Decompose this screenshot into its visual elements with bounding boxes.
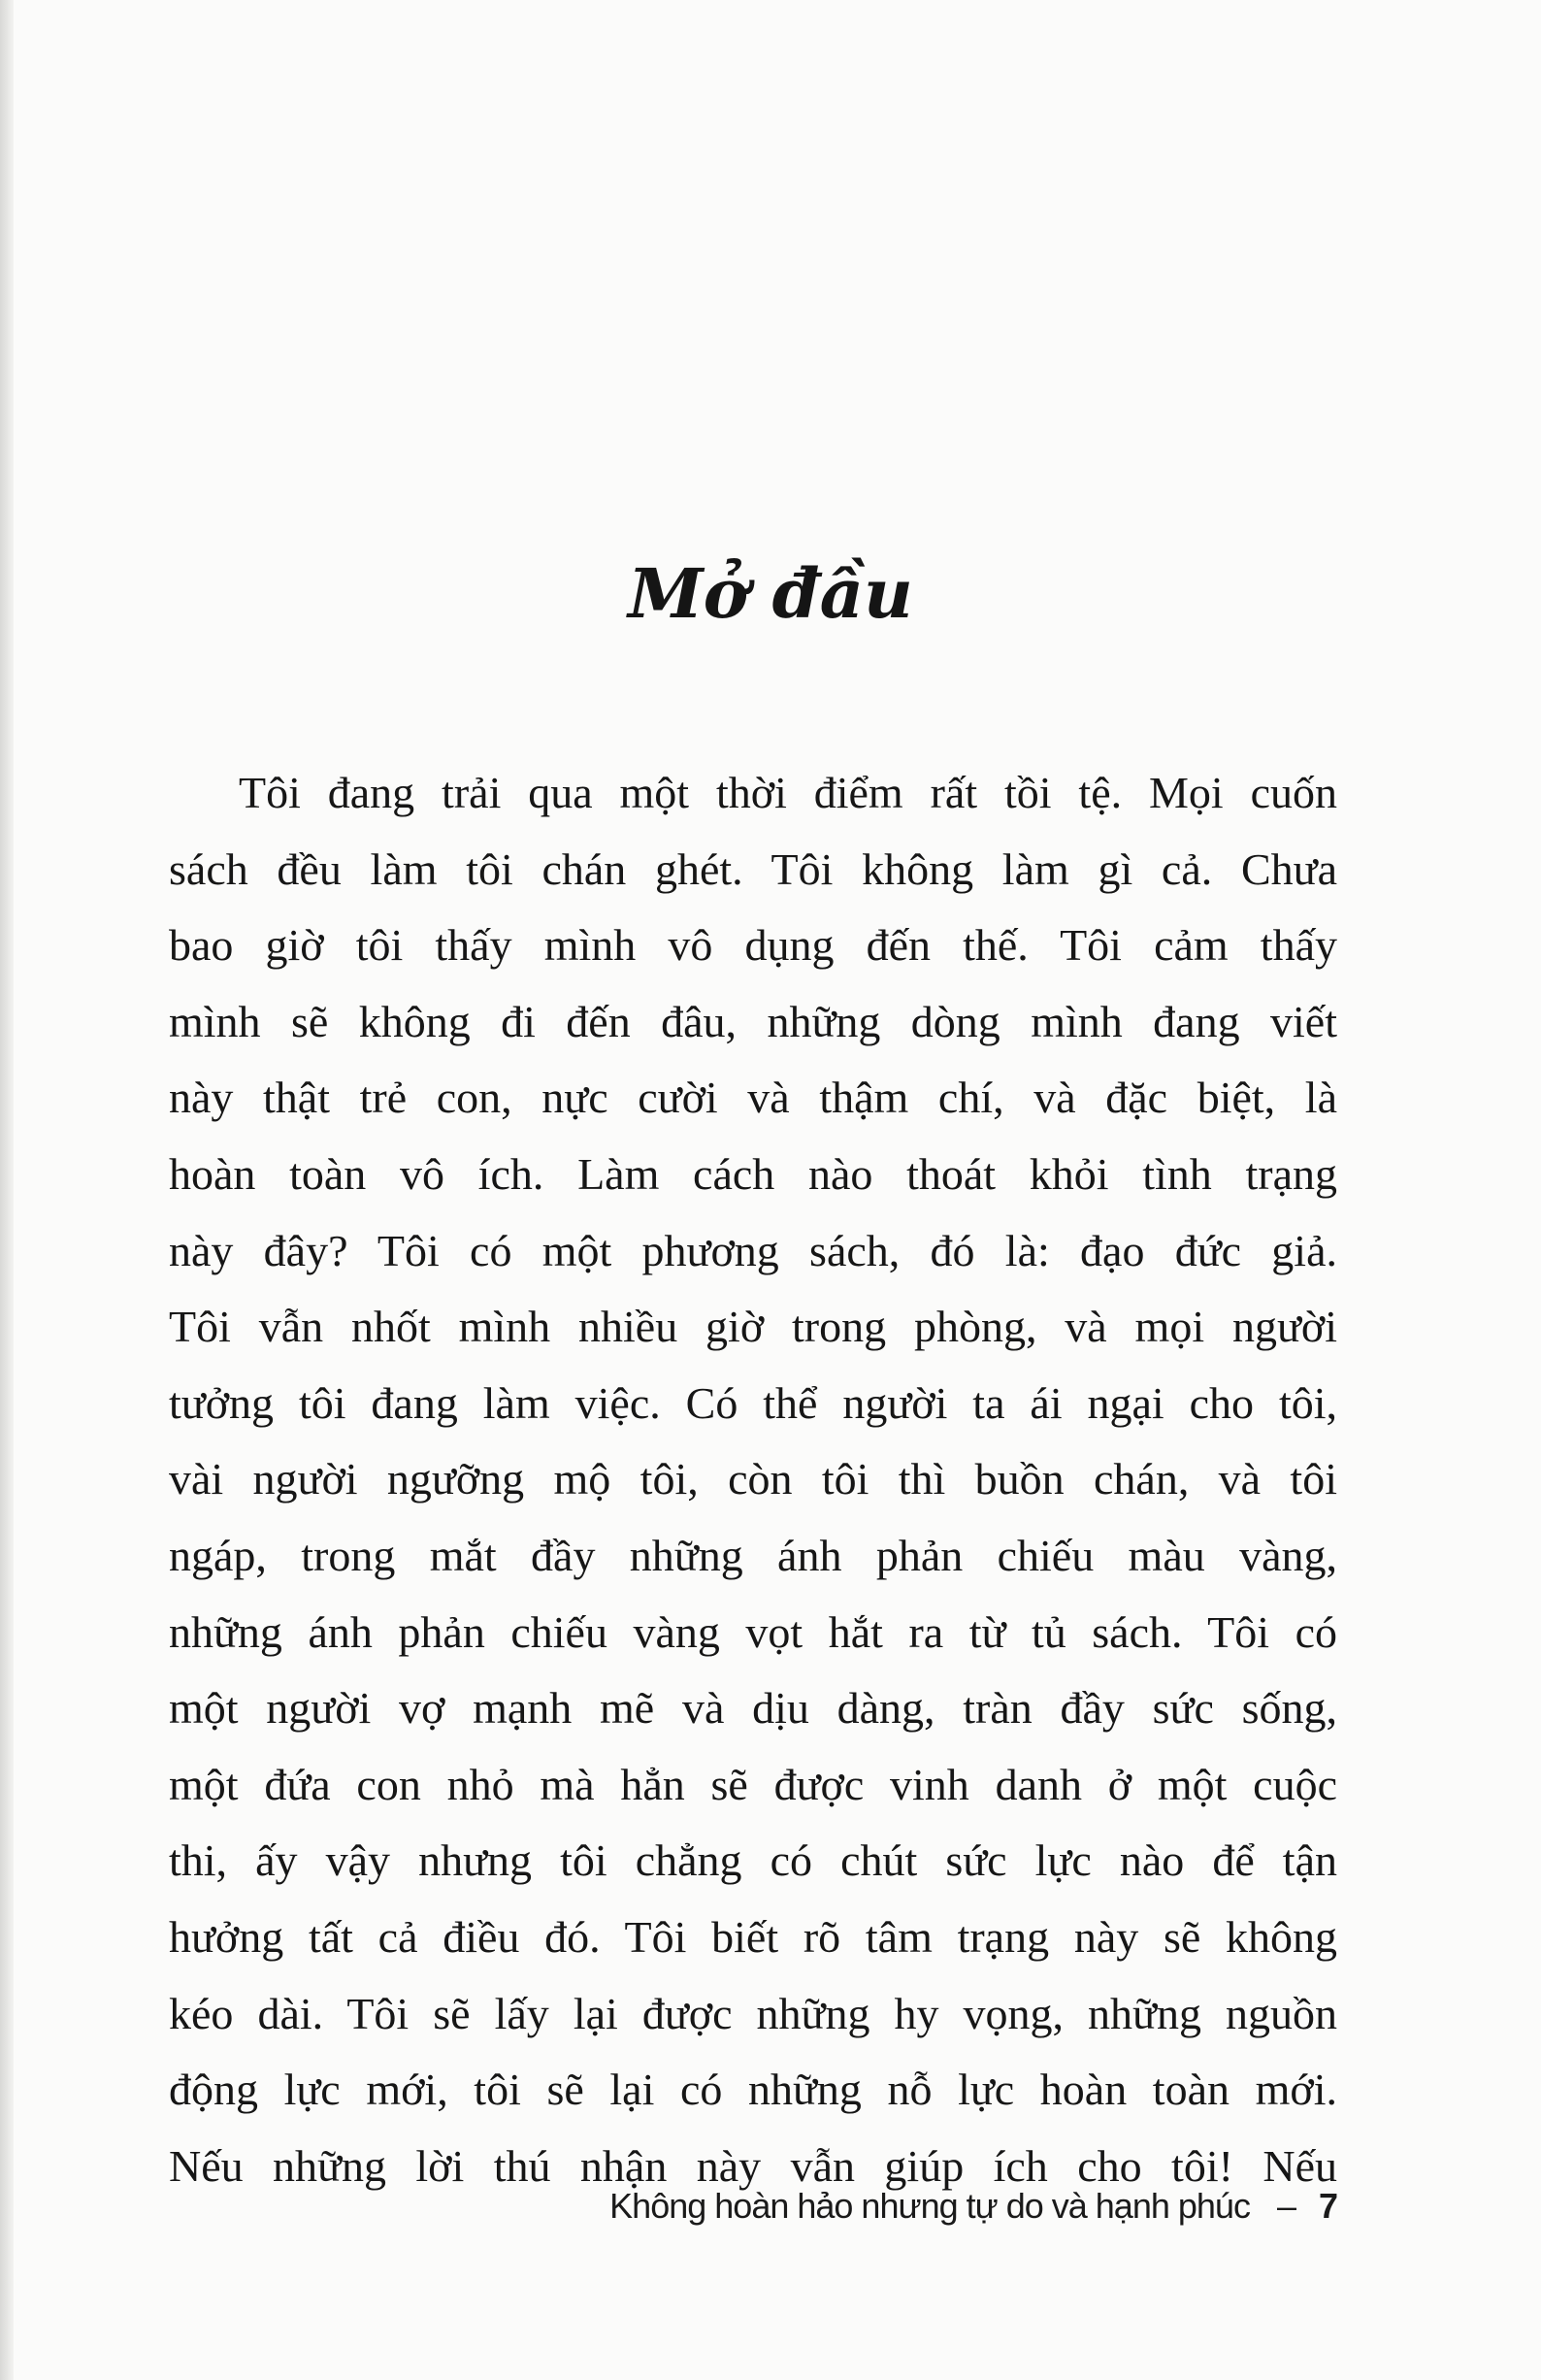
text-line: tưởng tôi đang làm việc. Có thể người ta ái ngại cho tôi,	[169, 1377, 1337, 1428]
text-line: này thật trẻ con, nực cười và thậm chí, và đặc biệt, là	[169, 1073, 1337, 1123]
text-line: thi, ấy vậy nhưng tôi chẳng có chút sức lực nào để tận	[169, 1835, 1337, 1886]
text-line: ngáp, trong mắt đầy những ánh phản chiếu màu vàng,	[169, 1530, 1337, 1580]
text-line: hoàn toàn vô ích. Làm cách nào thoát khỏi tình trạng	[169, 1148, 1337, 1199]
text-line: một người vợ mạnh mẽ và dịu dàng, tràn đầy sức sống,	[169, 1683, 1337, 1734]
text-line: động lực mới, tôi sẽ lại có những nỗ lực hoàn toàn mới.	[169, 2065, 1337, 2115]
text-line: bao giờ tôi thấy mình vô dụng đến thế. Tôi cảm thấy	[169, 920, 1337, 971]
text-line: Nếu những lời thú nhận này vẫn giúp ích cho tôi! Nếu	[169, 2140, 1337, 2191]
text-line: này đây? Tôi có một phương sách, đó là: đạo đức giả.	[169, 1225, 1337, 1275]
running-title: Không hoàn hảo nhưng tự do và hạnh phúc	[609, 2186, 1250, 2226]
text-line: mình sẽ không đi đến đâu, những dòng mình đang viết	[169, 996, 1337, 1046]
page-edge-shadow	[0, 0, 14, 2380]
text-line: Tôi vẫn nhốt mình nhiều giờ trong phòng, và mọi người	[169, 1302, 1337, 1352]
page-footer	[609, 2186, 1337, 2227]
text-line: vài người ngưỡng mộ tôi, còn tôi thì buồn chán, và tôi	[169, 1454, 1337, 1504]
text-line: kéo dài. Tôi sẽ lấy lại được những hy vọng, những nguồn	[169, 1988, 1337, 2038]
text-line: một đứa con nhỏ mà hẳn sẽ được vinh danh ở một cuộc	[169, 1759, 1337, 1809]
text-line: hưởng tất cả điều đó. Tôi biết rõ tâm trạng này sẽ không	[169, 1911, 1337, 1962]
page-number: 7	[1318, 2186, 1337, 2226]
body-text	[169, 755, 1337, 2204]
text-line: sách đều làm tôi chán ghét. Tôi không làm gì cả. Chưa	[169, 843, 1337, 894]
text-line: Tôi đang trải qua một thời điểm rất tồi tệ. Mọi cuốn	[239, 768, 1337, 817]
text-line: những ánh phản chiếu vàng vọt hắt ra từ tủ sách. Tôi có	[169, 1606, 1337, 1657]
footer-separator: –	[1276, 2186, 1295, 2226]
chapter-title: Mở đầu	[628, 553, 913, 634]
